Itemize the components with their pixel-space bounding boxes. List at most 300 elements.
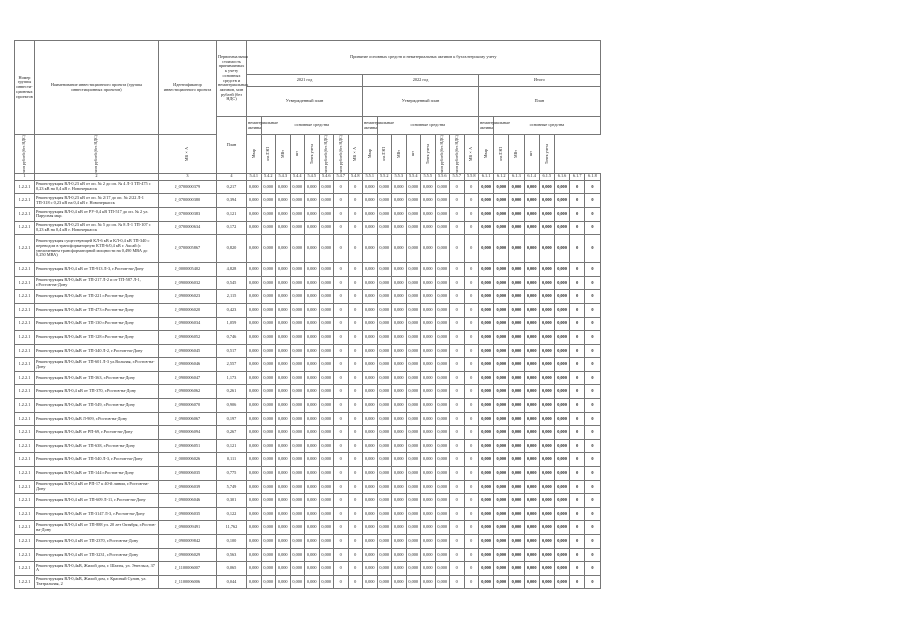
- col-number: 5.4.6: [319, 173, 334, 180]
- cell-zero: 0: [570, 344, 585, 358]
- cell-zero: 0,000: [305, 480, 320, 494]
- cell-zero: 0,000: [509, 480, 524, 494]
- cell-zero: 0: [464, 575, 479, 589]
- sub-col: [35, 135, 159, 174]
- sub-col: [421, 135, 436, 174]
- cell-group: 1.2.2.1: [15, 331, 35, 345]
- cell-zero: 0,000: [406, 412, 421, 426]
- cell-zero: 0,000: [276, 290, 291, 304]
- cell-zero: 0,000: [392, 303, 407, 317]
- cell-zero: 0,000: [377, 480, 392, 494]
- cell-zero: 0,000: [363, 180, 378, 194]
- cell-name: Реконструкция ВЛ-0,4кВ от ТП-130 г.Ростов-на-Дону: [35, 317, 159, 331]
- cell-group: 1.2.2.1: [15, 180, 35, 194]
- cell-zero: 0,000: [479, 180, 494, 194]
- cell-zero: 0,000: [406, 535, 421, 549]
- cell-zero: 0,000: [539, 344, 554, 358]
- cell-value: 11,762: [217, 521, 247, 535]
- cell-zero: 0,000: [392, 412, 407, 426]
- cell-zero: 0,000: [319, 439, 334, 453]
- cell-zero: 0: [464, 344, 479, 358]
- table-row: [15, 507, 601, 521]
- cell-zero: 0,000: [290, 494, 305, 508]
- sub-col-mln: [435, 135, 450, 174]
- cell-zero: 0,000: [363, 426, 378, 440]
- cell-zero: 0,000: [406, 399, 421, 413]
- cell-zero: 0,000: [494, 426, 509, 440]
- table-row: [15, 221, 601, 235]
- cell-zero: 0,000: [305, 439, 320, 453]
- cell-group: 1.2.2.1: [15, 548, 35, 562]
- cell-zero: 0,000: [509, 548, 524, 562]
- cell-zero: 0,000: [377, 426, 392, 440]
- cell-zero: 0,000: [392, 535, 407, 549]
- cell-zero: 0,000: [509, 235, 524, 263]
- cell-zero: 0,000: [554, 290, 569, 304]
- cell-zero: 0,000: [261, 207, 276, 221]
- cell-zero: 0,000: [421, 412, 436, 426]
- table-row: [15, 535, 601, 549]
- cell-zero: 0,000: [392, 453, 407, 467]
- cell-zero: 0,000: [524, 575, 539, 589]
- cell-zero: 0,000: [479, 507, 494, 521]
- cell-zero: 0: [334, 467, 349, 481]
- cell-id: J_1100006006: [159, 575, 217, 589]
- cell-zero: 0,000: [305, 263, 320, 277]
- cell-zero: 0,000: [261, 317, 276, 331]
- cell-zero: 0,000: [421, 235, 436, 263]
- cell-name: Реконструкция ВЛ-0,4 кВ от ТП-913 Л-3, г.Ростов-на-Дону: [35, 263, 159, 277]
- cell-zero: 0,000: [261, 453, 276, 467]
- cell-zero: 0,000: [276, 467, 291, 481]
- cell-zero: 0: [348, 221, 363, 235]
- cell-id: J_0900006070: [159, 399, 217, 413]
- cell-zero: 0,000: [319, 303, 334, 317]
- cell-value: 0,423: [217, 303, 247, 317]
- cell-zero: 0,000: [406, 507, 421, 521]
- cell-zero: 0: [585, 548, 600, 562]
- cell-id: J_0900006032: [159, 276, 217, 290]
- table-row: [15, 385, 601, 399]
- cell-zero: 0,000: [479, 480, 494, 494]
- cell-zero: 0: [585, 535, 600, 549]
- cell-zero: 0,000: [392, 344, 407, 358]
- cell-zero: 0,000: [524, 207, 539, 221]
- cell-zero: 0,000: [509, 358, 524, 372]
- cell-group: 1.2.2.1: [15, 521, 35, 535]
- cell-zero: 0,000: [247, 535, 262, 549]
- cell-name: Реконструкция ВЛ-0,4кВ от ТП-549, г.Ростов-на-Дону: [35, 399, 159, 413]
- cell-zero: 0,000: [539, 207, 554, 221]
- cell-zero: 0: [464, 194, 479, 208]
- cell-zero: 0: [450, 371, 465, 385]
- cell-name: Реконструкция ВЛ-0,4кВ от ТП-340 Л-2, г.Ростов-на-Дону: [35, 344, 159, 358]
- cell-zero: 0,000: [247, 221, 262, 235]
- cell-zero: 0,000: [494, 303, 509, 317]
- cell-value: 0,172: [217, 221, 247, 235]
- cell-zero: 0,000: [406, 194, 421, 208]
- cell-zero: 0: [570, 480, 585, 494]
- table-row: [15, 426, 601, 440]
- cell-zero: 0,000: [435, 194, 450, 208]
- cell-zero: 0,000: [554, 494, 569, 508]
- cell-zero: 0,000: [276, 399, 291, 413]
- cell-group: 1.2.2.1: [15, 358, 35, 372]
- cell-zero: 0,000: [539, 194, 554, 208]
- col-number: 6.1.3: [509, 173, 524, 180]
- cell-zero: 0: [585, 180, 600, 194]
- cell-zero: 0: [334, 575, 349, 589]
- cell-zero: 0: [348, 399, 363, 413]
- cell-zero: 0,000: [524, 480, 539, 494]
- cell-zero: 0,000: [261, 548, 276, 562]
- cell-id: J_0900006046: [159, 358, 217, 372]
- cell-zero: 0: [348, 507, 363, 521]
- col-initial-value: Первоначальная стоимость принимаемых к учету основных средств и нематериальных активов, млн рублей (без НДС): [217, 41, 247, 117]
- cell-zero: 0,000: [554, 521, 569, 535]
- cell-zero: 0,000: [377, 371, 392, 385]
- table-row: [15, 263, 601, 277]
- cell-zero: 0,000: [276, 207, 291, 221]
- cell-zero: 0,000: [247, 521, 262, 535]
- cell-zero: 0,000: [276, 494, 291, 508]
- header-year-2022: 2022 год: [363, 75, 479, 87]
- cell-zero: 0,000: [524, 290, 539, 304]
- cell-zero: 0: [334, 399, 349, 413]
- sub-col: [276, 135, 291, 174]
- cell-zero: 0,000: [494, 467, 509, 481]
- cell-zero: 0,000: [435, 548, 450, 562]
- cell-zero: 0,000: [305, 290, 320, 304]
- cell-zero: 0,000: [377, 290, 392, 304]
- cell-zero: 0,000: [276, 385, 291, 399]
- cell-value: 0,197: [217, 412, 247, 426]
- cell-zero: 0,000: [290, 276, 305, 290]
- cell-zero: 0: [570, 521, 585, 535]
- cell-zero: 0: [585, 317, 600, 331]
- cell-zero: 0,000: [319, 235, 334, 263]
- cell-zero: 0,000: [435, 276, 450, 290]
- cell-zero: 0,000: [421, 521, 436, 535]
- cell-zero: 0,000: [509, 467, 524, 481]
- cell-zero: 0,000: [421, 453, 436, 467]
- cell-id: J_0900006067: [159, 412, 217, 426]
- cell-value: 0,121: [217, 439, 247, 453]
- cell-zero: 0,000: [494, 412, 509, 426]
- cell-zero: 0,000: [435, 562, 450, 576]
- cell-zero: 0: [348, 412, 363, 426]
- col-number: 5.5.8: [464, 173, 479, 180]
- cell-zero: 0,000: [421, 439, 436, 453]
- cell-zero: 0: [464, 180, 479, 194]
- cell-zero: 0: [334, 207, 349, 221]
- cell-zero: 0,000: [319, 371, 334, 385]
- cell-id: J_0900006051: [159, 439, 217, 453]
- cell-zero: 0,000: [290, 235, 305, 263]
- cell-zero: 0,000: [494, 548, 509, 562]
- cell-zero: 0,000: [494, 317, 509, 331]
- cell-zero: 0: [450, 263, 465, 277]
- cell-value: 0,746: [217, 331, 247, 345]
- col-number: 5.4.8: [348, 173, 363, 180]
- cell-zero: 0,000: [377, 439, 392, 453]
- cell-zero: 0,000: [247, 371, 262, 385]
- table-row: [15, 331, 601, 345]
- cell-zero: 0,000: [524, 426, 539, 440]
- cell-zero: 0,000: [276, 575, 291, 589]
- cell-zero: 0,000: [276, 371, 291, 385]
- cell-zero: 0,000: [319, 562, 334, 576]
- cell-zero: 0,000: [261, 480, 276, 494]
- cell-zero: 0: [450, 317, 465, 331]
- cell-zero: 0,000: [509, 221, 524, 235]
- cell-zero: 0,000: [363, 344, 378, 358]
- cell-zero: 0: [450, 575, 465, 589]
- cell-zero: 0: [570, 426, 585, 440]
- col-number: 6.1.4: [524, 173, 539, 180]
- cell-zero: 0,000: [377, 494, 392, 508]
- cell-name: Реконструкция ВЛ-0,23 кВ от оп. № 2/17 до оп. № 2/22 Л-1 ТП-318 с 0,23 кВ на 0,4 кВ г. Новочеркасск: [35, 194, 159, 208]
- cell-zero: 0,000: [247, 385, 262, 399]
- cell-zero: 0: [450, 535, 465, 549]
- cell-zero: 0: [585, 263, 600, 277]
- cell-zero: 0,000: [435, 207, 450, 221]
- cell-zero: 0,000: [494, 331, 509, 345]
- cell-zero: 0: [585, 303, 600, 317]
- cell-zero: 0: [464, 439, 479, 453]
- cell-zero: 0,000: [494, 194, 509, 208]
- col-number: 6.1.2: [494, 173, 509, 180]
- cell-zero: 0: [570, 453, 585, 467]
- cell-zero: 0,000: [479, 535, 494, 549]
- cell-zero: 0: [585, 467, 600, 481]
- cell-zero: 0,000: [276, 412, 291, 426]
- header-fixed-assets: основные средства: [261, 117, 363, 135]
- cell-zero: 0,000: [261, 535, 276, 549]
- cell-zero: 0,000: [421, 358, 436, 372]
- cell-zero: 0,000: [406, 439, 421, 453]
- cell-zero: 0: [348, 276, 363, 290]
- cell-group: 1.2.2.1: [15, 535, 35, 549]
- cell-zero: 0,000: [539, 358, 554, 372]
- cell-zero: 0: [450, 221, 465, 235]
- cell-zero: 0: [334, 548, 349, 562]
- cell-zero: 0,000: [509, 303, 524, 317]
- cell-zero: 0,000: [290, 331, 305, 345]
- header-acceptance: Принятие основных средств и нематериальных активов к бухгалтерскому учету: [247, 41, 601, 75]
- cell-zero: 0,000: [319, 290, 334, 304]
- cell-zero: 0: [348, 180, 363, 194]
- cell-zero: 0,000: [421, 194, 436, 208]
- cell-zero: 0: [450, 344, 465, 358]
- cell-zero: 0: [570, 548, 585, 562]
- header-vertical-label: МВт: [279, 149, 285, 158]
- cell-zero: 0,000: [392, 180, 407, 194]
- col-number: 5.5.7: [450, 173, 465, 180]
- col-number: 4: [217, 173, 247, 180]
- cell-zero: 0: [334, 521, 349, 535]
- cell-zero: 0: [334, 535, 349, 549]
- sub-col-mln: [15, 135, 35, 174]
- cell-zero: 0,000: [261, 399, 276, 413]
- cell-zero: 0,000: [363, 303, 378, 317]
- cell-zero: 0,000: [319, 344, 334, 358]
- cell-zero: 0,000: [421, 480, 436, 494]
- cell-zero: 0,000: [363, 412, 378, 426]
- cell-value: 0,775: [217, 467, 247, 481]
- cell-zero: 0,000: [554, 535, 569, 549]
- table-row: [15, 562, 601, 576]
- cell-zero: 0,000: [554, 235, 569, 263]
- cell-zero: 0: [585, 521, 600, 535]
- cell-zero: 0: [348, 562, 363, 576]
- sub-col: [159, 135, 217, 174]
- cell-zero: 0,000: [377, 263, 392, 277]
- cell-value: 1,059: [217, 317, 247, 331]
- cell-zero: 0,000: [435, 303, 450, 317]
- cell-zero: 0,000: [435, 385, 450, 399]
- cell-zero: 0,000: [276, 358, 291, 372]
- cell-zero: 0,000: [290, 507, 305, 521]
- cell-zero: 0: [348, 344, 363, 358]
- table-row: [15, 344, 601, 358]
- cell-zero: 0: [450, 439, 465, 453]
- cell-zero: 0,000: [305, 385, 320, 399]
- cell-zero: 0,000: [392, 290, 407, 304]
- cell-zero: 0: [570, 290, 585, 304]
- cell-zero: 0,000: [261, 221, 276, 235]
- cell-zero: 0,000: [406, 358, 421, 372]
- table-row: [15, 412, 601, 426]
- header-vertical-label: млн рублей (без НДС): [453, 135, 459, 173]
- cell-zero: 0,000: [276, 303, 291, 317]
- cell-zero: 0,000: [554, 412, 569, 426]
- cell-zero: 0,000: [276, 331, 291, 345]
- cell-zero: 0: [450, 426, 465, 440]
- cell-zero: 0,000: [539, 548, 554, 562]
- cell-zero: 0,000: [406, 303, 421, 317]
- cell-name: Реконструкция ВЛ-0,4кВ Л-909, г.Ростов-на-Дону: [35, 412, 159, 426]
- cell-zero: 0,000: [305, 180, 320, 194]
- cell-zero: 0: [570, 221, 585, 235]
- cell-zero: 0: [570, 317, 585, 331]
- cell-zero: 0,000: [363, 535, 378, 549]
- cell-zero: 0,000: [494, 439, 509, 453]
- cell-zero: 0,000: [539, 317, 554, 331]
- cell-zero: 0: [464, 263, 479, 277]
- cell-zero: 0,000: [554, 331, 569, 345]
- cell-zero: 0: [570, 385, 585, 399]
- cell-zero: 0,000: [363, 263, 378, 277]
- sub-col: [334, 135, 349, 174]
- cell-zero: 0: [348, 207, 363, 221]
- sub-col: [479, 135, 494, 174]
- cell-zero: 0,000: [319, 221, 334, 235]
- cell-zero: 0: [464, 385, 479, 399]
- cell-zero: 0,000: [261, 358, 276, 372]
- cell-zero: 0,000: [392, 548, 407, 562]
- cell-zero: 0,000: [261, 303, 276, 317]
- sub-col: [494, 135, 509, 174]
- header-vertical-label: Точек учета: [543, 143, 549, 164]
- cell-zero: 0,000: [261, 290, 276, 304]
- header-vertical-label: МВ×А: [352, 146, 358, 161]
- cell-zero: 0,000: [539, 535, 554, 549]
- cell-value: 0,122: [217, 507, 247, 521]
- cell-zero: 0: [585, 494, 600, 508]
- cell-id: J_0900006035: [159, 507, 217, 521]
- cell-zero: 0: [464, 426, 479, 440]
- cell-zero: 0: [570, 412, 585, 426]
- header-vertical-label: МВт: [513, 149, 519, 158]
- cell-zero: 0,000: [290, 535, 305, 549]
- cell-zero: 0: [585, 439, 600, 453]
- cell-zero: 0,000: [247, 290, 262, 304]
- cell-group: 1.2.2.1: [15, 371, 35, 385]
- cell-group: 1.2.2.1: [15, 412, 35, 426]
- cell-group: 1.2.2.1: [15, 303, 35, 317]
- cell-name: Реконструкция ВЛ-0,4кВ от ТП-540 Л-3, г.Ростов-на-Дону: [35, 453, 159, 467]
- cell-zero: 0,000: [539, 263, 554, 277]
- cell-zero: 0,000: [290, 412, 305, 426]
- header-vertical-label: млн рублей (без НДС): [323, 135, 329, 173]
- cell-zero: 0,000: [421, 331, 436, 345]
- cell-zero: 0,000: [421, 562, 436, 576]
- cell-zero: 0,000: [539, 385, 554, 399]
- cell-zero: 0,000: [524, 221, 539, 235]
- cell-zero: 0: [464, 290, 479, 304]
- col-number: 5.5.2: [377, 173, 392, 180]
- cell-value: 4,828: [217, 263, 247, 277]
- cell-zero: 0: [348, 371, 363, 385]
- cell-zero: 0,000: [509, 575, 524, 589]
- cell-zero: 0: [464, 453, 479, 467]
- cell-zero: 0,000: [479, 412, 494, 426]
- cell-zero: 0: [334, 221, 349, 235]
- cell-zero: 0: [334, 290, 349, 304]
- cell-zero: 0,000: [305, 548, 320, 562]
- cell-zero: 0,000: [494, 535, 509, 549]
- cell-zero: 0,000: [554, 180, 569, 194]
- col-group-number: Номер группы инвести-ционных проектов: [15, 41, 35, 135]
- cell-zero: 0,000: [305, 276, 320, 290]
- cell-zero: 0,000: [509, 562, 524, 576]
- sub-col: [539, 135, 554, 174]
- cell-zero: 0,000: [524, 439, 539, 453]
- cell-zero: 0,000: [377, 385, 392, 399]
- cell-zero: 0: [585, 575, 600, 589]
- header-vertical-label: МВ×А: [184, 146, 190, 161]
- cell-zero: 0: [585, 371, 600, 385]
- cell-name: Реконструкция ВЛ-0,4кВ от ТП-473 г.Ростов-на-Дону: [35, 303, 159, 317]
- cell-zero: 0,000: [276, 453, 291, 467]
- cell-zero: 0,000: [392, 385, 407, 399]
- cell-zero: 0: [334, 385, 349, 399]
- cell-zero: 0,000: [494, 371, 509, 385]
- cell-zero: 0,000: [421, 385, 436, 399]
- table-row: [15, 235, 601, 263]
- sub-col: [406, 135, 421, 174]
- cell-zero: 0: [334, 480, 349, 494]
- cell-zero: 0: [450, 194, 465, 208]
- cell-zero: 0,000: [363, 562, 378, 576]
- cell-zero: 0,000: [247, 276, 262, 290]
- cell-zero: 0,000: [494, 207, 509, 221]
- cell-zero: 0: [585, 385, 600, 399]
- cell-zero: 0,000: [290, 358, 305, 372]
- cell-zero: 0: [334, 494, 349, 508]
- cell-zero: 0,000: [421, 467, 436, 481]
